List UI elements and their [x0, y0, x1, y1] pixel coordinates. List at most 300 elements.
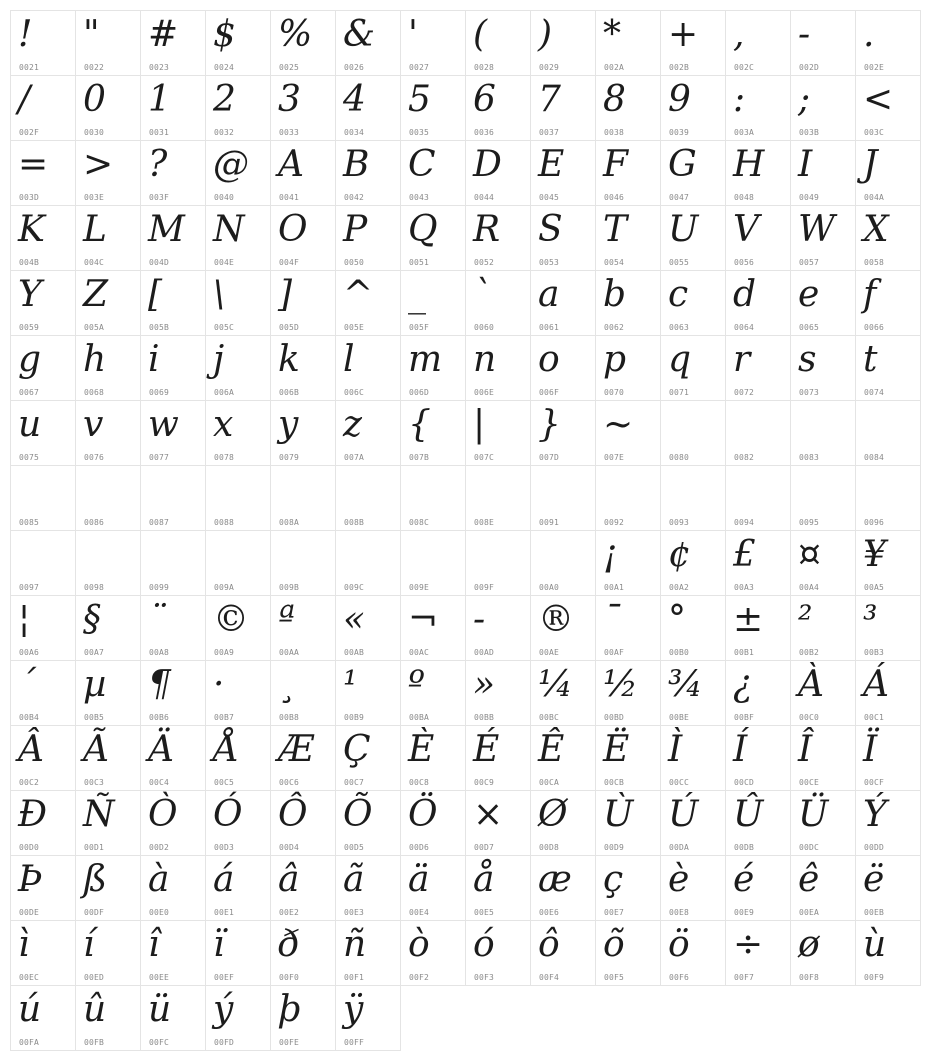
glyph-cell: [465, 400, 531, 466]
glyph-sample: Ç: [343, 729, 371, 770]
glyph-sample: ë: [863, 859, 885, 900]
glyph-cell: [335, 920, 401, 986]
glyph-sample: Ð: [18, 794, 48, 835]
glyph-sample: =: [18, 144, 49, 185]
glyph-sample: ': [408, 14, 418, 55]
glyph-sample: A: [278, 144, 304, 185]
codepoint-label: 00DB: [734, 843, 755, 852]
codepoint-label: 00DC: [799, 843, 820, 852]
glyph-cell: [75, 855, 141, 921]
glyph-sample: ß: [83, 859, 108, 900]
glyph-cell: [10, 595, 76, 661]
glyph-cell: [400, 400, 466, 466]
codepoint-label: 00AE: [539, 648, 560, 657]
codepoint-label: 003B: [799, 128, 820, 137]
codepoint-label: 00A9: [214, 648, 235, 657]
glyph-sample: ^: [343, 274, 374, 315]
codepoint-label: 00BA: [409, 713, 430, 722]
codepoint-label: 00EE: [149, 973, 170, 982]
glyph-sample: À: [798, 664, 824, 705]
glyph-sample: ø: [798, 924, 820, 965]
glyph-sample: §: [83, 599, 101, 640]
glyph-cell: [10, 725, 76, 791]
glyph-sample: ´: [18, 664, 36, 705]
codepoint-label: 00D0: [19, 843, 40, 852]
glyph-cell: [660, 530, 726, 596]
glyph-cell: [140, 530, 206, 596]
codepoint-label: 0050: [344, 258, 365, 267]
glyph-cell: [855, 335, 921, 401]
glyph-cell: [725, 855, 791, 921]
codepoint-label: 0055: [669, 258, 690, 267]
glyph-cell: [335, 270, 401, 336]
glyph-cell: [205, 400, 271, 466]
glyph-cell: [10, 400, 76, 466]
glyph-sample: ÷: [733, 924, 764, 965]
codepoint-label: 00B4: [19, 713, 40, 722]
codepoint-label: 00EB: [864, 908, 885, 917]
glyph-sample: ¼: [538, 664, 573, 705]
glyph-cell: [400, 465, 466, 531]
glyph-sample: â: [278, 859, 300, 900]
codepoint-label: 00DE: [19, 908, 40, 917]
glyph-sample: ì: [18, 924, 30, 965]
glyph-sample: Z: [83, 274, 109, 315]
glyph-sample: $: [213, 14, 236, 55]
codepoint-label: 007D: [539, 453, 560, 462]
codepoint-label: 0093: [669, 518, 690, 527]
glyph-cell: [725, 270, 791, 336]
glyph-cell: [595, 75, 661, 141]
codepoint-label: 0078: [214, 453, 235, 462]
glyph-sample: Ê: [538, 729, 565, 770]
codepoint-label: 0083: [799, 453, 820, 462]
glyph-cell: [790, 660, 856, 726]
glyph-sample: n: [473, 339, 497, 380]
codepoint-label: 008A: [279, 518, 300, 527]
glyph-cell: [10, 530, 76, 596]
glyph-sample: ±: [733, 599, 764, 640]
glyph-cell: [465, 855, 531, 921]
glyph-cell: [790, 595, 856, 661]
glyph-cell: [530, 10, 596, 76]
glyph-cell: [140, 270, 206, 336]
glyph-cell: [400, 725, 466, 791]
glyph-sample: Y: [18, 274, 42, 315]
glyph-sample: e: [798, 274, 820, 315]
codepoint-label: 0091: [539, 518, 560, 527]
glyph-sample: 6: [473, 79, 496, 120]
glyph-sample: 3: [278, 79, 301, 120]
glyph-sample: ²: [798, 599, 813, 640]
codepoint-label: 0076: [84, 453, 105, 462]
glyph-sample: ó: [473, 924, 495, 965]
glyph-sample: g: [18, 339, 42, 380]
glyph-sample: S: [538, 209, 563, 250]
glyph-cell: [790, 335, 856, 401]
glyph-cell: [10, 920, 76, 986]
glyph-sample: :: [733, 79, 746, 120]
glyph-cell: [205, 985, 271, 1051]
codepoint-label: 0023: [149, 63, 170, 72]
codepoint-label: 00E5: [474, 908, 495, 917]
glyph-sample: Â: [18, 729, 44, 770]
glyph-sample: -: [473, 599, 486, 640]
glyph-sample: è: [668, 859, 690, 900]
glyph-cell: [530, 725, 596, 791]
glyph-cell: [75, 270, 141, 336]
glyph-cell: [10, 790, 76, 856]
glyph-cell: [855, 10, 921, 76]
codepoint-label: 00BB: [474, 713, 495, 722]
codepoint-label: 00C1: [864, 713, 885, 722]
glyph-sample: õ: [603, 924, 625, 965]
codepoint-label: 00A6: [19, 648, 40, 657]
glyph-sample: Î: [798, 729, 813, 770]
codepoint-label: 0082: [734, 453, 755, 462]
codepoint-label: 00CA: [539, 778, 560, 787]
codepoint-label: 00BD: [604, 713, 625, 722]
codepoint-label: 00A7: [84, 648, 105, 657]
glyph-sample: Ô: [278, 794, 308, 835]
codepoint-label: 00B2: [799, 648, 820, 657]
glyph-sample: ½: [603, 664, 638, 705]
codepoint-label: 00A1: [604, 583, 625, 592]
glyph-sample: 9: [668, 79, 691, 120]
glyph-cell: [400, 855, 466, 921]
glyph-cell: [465, 205, 531, 271]
glyph-cell: [465, 660, 531, 726]
glyph-sample: µ: [83, 664, 107, 705]
glyph-chart-grid: [10, 10, 920, 1050]
glyph-sample: ¸: [278, 664, 296, 705]
glyph-sample: »: [473, 664, 496, 705]
glyph-cell: [595, 400, 661, 466]
glyph-sample: m: [408, 339, 443, 380]
codepoint-label: 0030: [84, 128, 105, 137]
glyph-sample: B: [343, 144, 370, 185]
glyph-cell: [725, 725, 791, 791]
glyph-sample: G: [668, 144, 697, 185]
codepoint-label: 005A: [84, 323, 105, 332]
glyph-sample: !: [18, 14, 33, 55]
glyph-sample: a: [538, 274, 560, 315]
glyph-cell: [140, 140, 206, 206]
glyph-sample: |: [473, 404, 486, 445]
glyph-cell: [140, 400, 206, 466]
glyph-cell: [335, 530, 401, 596]
codepoint-label: 0031: [149, 128, 170, 137]
glyph-sample: ¿: [733, 664, 753, 705]
codepoint-label: 00EA: [799, 908, 820, 917]
glyph-sample: -: [798, 14, 811, 55]
glyph-cell: [270, 400, 336, 466]
codepoint-label: 0036: [474, 128, 495, 137]
glyph-sample: v: [83, 404, 104, 445]
glyph-cell: [790, 205, 856, 271]
glyph-sample: 0: [83, 79, 106, 120]
glyph-cell: [335, 985, 401, 1051]
codepoint-label: 00ED: [84, 973, 105, 982]
glyph-sample: 1: [148, 79, 171, 120]
glyph-cell: [140, 10, 206, 76]
codepoint-label: 00D6: [409, 843, 430, 852]
glyph-cell: [725, 335, 791, 401]
codepoint-label: 0028: [474, 63, 495, 72]
glyph-cell: [205, 205, 271, 271]
codepoint-label: 0052: [474, 258, 495, 267]
codepoint-label: 0037: [539, 128, 560, 137]
glyph-cell: [140, 660, 206, 726]
glyph-cell: [205, 790, 271, 856]
codepoint-label: 00AF: [604, 648, 625, 657]
codepoint-label: 0051: [409, 258, 430, 267]
codepoint-label: 0043: [409, 193, 430, 202]
glyph-cell: [725, 140, 791, 206]
codepoint-label: 0080: [669, 453, 690, 462]
glyph-cell: [530, 465, 596, 531]
glyph-cell: [660, 595, 726, 661]
glyph-cell: [335, 205, 401, 271]
glyph-cell: [270, 10, 336, 76]
glyph-cell: [75, 400, 141, 466]
codepoint-label: 004F: [279, 258, 300, 267]
glyph-sample: c: [668, 274, 689, 315]
glyph-cell: [140, 465, 206, 531]
glyph-cell: [855, 855, 921, 921]
glyph-cell: [75, 725, 141, 791]
codepoint-label: 002B: [669, 63, 690, 72]
glyph-sample: û: [83, 989, 107, 1030]
codepoint-label: 00D1: [84, 843, 105, 852]
glyph-sample: ~: [603, 404, 634, 445]
glyph-sample: p: [603, 339, 627, 380]
glyph-sample: Û: [733, 794, 764, 835]
glyph-sample: l: [343, 339, 355, 380]
glyph-sample: à: [148, 859, 170, 900]
codepoint-label: 00B8: [279, 713, 300, 722]
codepoint-label: 00BE: [669, 713, 690, 722]
codepoint-label: 00C6: [279, 778, 300, 787]
codepoint-label: 0070: [604, 388, 625, 397]
glyph-cell: [595, 270, 661, 336]
glyph-sample: i: [148, 339, 160, 380]
codepoint-label: 00FD: [214, 1038, 235, 1047]
glyph-sample: Ã: [83, 729, 109, 770]
glyph-cell: [465, 790, 531, 856]
glyph-cell: [855, 595, 921, 661]
glyph-cell: [465, 530, 531, 596]
codepoint-label: 0084: [864, 453, 885, 462]
glyph-cell: [660, 920, 726, 986]
codepoint-label: 00C9: [474, 778, 495, 787]
glyph-sample: ¾: [668, 664, 703, 705]
glyph-cell: [140, 725, 206, 791]
glyph-sample: ): [538, 14, 553, 55]
glyph-sample: b: [603, 274, 627, 315]
codepoint-label: 0044: [474, 193, 495, 202]
glyph-sample: Õ: [343, 794, 373, 835]
codepoint-label: 006C: [344, 388, 365, 397]
glyph-sample: ñ: [343, 924, 367, 965]
codepoint-label: 006D: [409, 388, 430, 397]
codepoint-label: 0040: [214, 193, 235, 202]
glyph-cell: [465, 270, 531, 336]
glyph-sample: ù: [863, 924, 887, 965]
codepoint-label: 00D4: [279, 843, 300, 852]
codepoint-label: 00F5: [604, 973, 625, 982]
glyph-cell: [335, 335, 401, 401]
glyph-cell: [855, 140, 921, 206]
glyph-sample: s: [798, 339, 817, 380]
glyph-cell: [335, 400, 401, 466]
codepoint-label: 00D3: [214, 843, 235, 852]
glyph-sample: ÿ: [343, 989, 364, 1030]
glyph-cell: [465, 595, 531, 661]
glyph-sample: ×: [473, 794, 504, 835]
glyph-sample: ,: [733, 14, 745, 55]
codepoint-label: 00A2: [669, 583, 690, 592]
codepoint-label: 004C: [84, 258, 105, 267]
glyph-sample: ¡: [603, 534, 618, 575]
glyph-cell: [335, 10, 401, 76]
codepoint-label: 00A0: [539, 583, 560, 592]
glyph-cell: [595, 790, 661, 856]
glyph-cell: [595, 335, 661, 401]
glyph-cell: [75, 205, 141, 271]
glyph-cell: [855, 465, 921, 531]
glyph-sample: ü: [148, 989, 172, 1030]
glyph-sample: ©: [213, 599, 249, 640]
glyph-cell: [140, 985, 206, 1051]
codepoint-label: 004D: [149, 258, 170, 267]
glyph-sample: ã: [343, 859, 365, 900]
glyph-sample: ¬: [408, 599, 439, 640]
glyph-sample: *: [603, 14, 621, 55]
glyph-cell: [725, 660, 791, 726]
glyph-sample: ª: [278, 599, 296, 640]
glyph-cell: [205, 335, 271, 401]
glyph-cell: [270, 530, 336, 596]
glyph-cell: [400, 140, 466, 206]
glyph-cell: [530, 660, 596, 726]
glyph-cell: [10, 335, 76, 401]
codepoint-label: 0094: [734, 518, 755, 527]
glyph-cell: [855, 270, 921, 336]
glyph-sample: ¤: [798, 534, 821, 575]
glyph-sample: Æ: [278, 729, 315, 770]
codepoint-label: 00E6: [539, 908, 560, 917]
glyph-cell: [595, 660, 661, 726]
codepoint-label: 0054: [604, 258, 625, 267]
codepoint-label: 00E1: [214, 908, 235, 917]
codepoint-label: 0026: [344, 63, 365, 72]
glyph-sample: 2: [213, 79, 236, 120]
codepoint-label: 00DA: [669, 843, 690, 852]
glyph-cell: [10, 205, 76, 271]
glyph-sample: Ñ: [83, 794, 115, 835]
glyph-cell: [205, 855, 271, 921]
codepoint-label: 007C: [474, 453, 495, 462]
glyph-cell: [140, 205, 206, 271]
codepoint-label: 0097: [19, 583, 40, 592]
glyph-sample: ä: [408, 859, 430, 900]
glyph-cell: [725, 595, 791, 661]
glyph-cell: [75, 660, 141, 726]
codepoint-label: 004B: [19, 258, 40, 267]
codepoint-label: 00C8: [409, 778, 430, 787]
glyph-sample: d: [733, 274, 757, 315]
glyph-cell: [595, 855, 661, 921]
glyph-cell: [465, 920, 531, 986]
glyph-cell: [335, 465, 401, 531]
glyph-cell: [660, 140, 726, 206]
codepoint-label: 0066: [864, 323, 885, 332]
glyph-sample: y: [278, 404, 299, 445]
codepoint-label: 00E8: [669, 908, 690, 917]
codepoint-label: 00F6: [669, 973, 690, 982]
glyph-cell: [725, 205, 791, 271]
glyph-sample: ö: [668, 924, 690, 965]
glyph-sample: Ý: [863, 794, 887, 835]
codepoint-label: 00F2: [409, 973, 430, 982]
codepoint-label: 0071: [669, 388, 690, 397]
glyph-sample: í: [83, 924, 95, 965]
glyph-cell: [660, 400, 726, 466]
glyph-cell: [660, 270, 726, 336]
glyph-cell: [400, 660, 466, 726]
glyph-cell: [530, 790, 596, 856]
glyph-cell: [790, 790, 856, 856]
codepoint-label: 002C: [734, 63, 755, 72]
codepoint-label: 0069: [149, 388, 170, 397]
glyph-cell: [660, 465, 726, 531]
codepoint-label: 0032: [214, 128, 235, 137]
codepoint-label: 0039: [669, 128, 690, 137]
glyph-cell: [205, 75, 271, 141]
glyph-cell: [465, 140, 531, 206]
glyph-cell: [335, 790, 401, 856]
glyph-cell: [270, 335, 336, 401]
glyph-cell: [790, 140, 856, 206]
codepoint-label: 0041: [279, 193, 300, 202]
glyph-cell: [10, 270, 76, 336]
codepoint-label: 00A5: [864, 583, 885, 592]
glyph-sample: z: [343, 404, 362, 445]
glyph-cell: [530, 270, 596, 336]
glyph-sample: ": [83, 14, 100, 55]
glyph-sample: I: [798, 144, 813, 185]
glyph-cell: [855, 75, 921, 141]
glyph-sample: h: [83, 339, 107, 380]
glyph-sample: X: [863, 209, 889, 250]
codepoint-label: 007B: [409, 453, 430, 462]
glyph-cell: [205, 140, 271, 206]
glyph-sample: Ö: [408, 794, 438, 835]
codepoint-label: 00E2: [279, 908, 300, 917]
glyph-sample: R: [473, 209, 501, 250]
glyph-cell: [530, 920, 596, 986]
glyph-cell: [790, 10, 856, 76]
codepoint-label: 0074: [864, 388, 885, 397]
glyph-cell: [595, 725, 661, 791]
codepoint-label: 002D: [799, 63, 820, 72]
glyph-cell: [660, 855, 726, 921]
codepoint-label: 0068: [84, 388, 105, 397]
glyph-cell: [530, 75, 596, 141]
glyph-sample: _: [408, 274, 426, 315]
glyph-cell: [270, 725, 336, 791]
